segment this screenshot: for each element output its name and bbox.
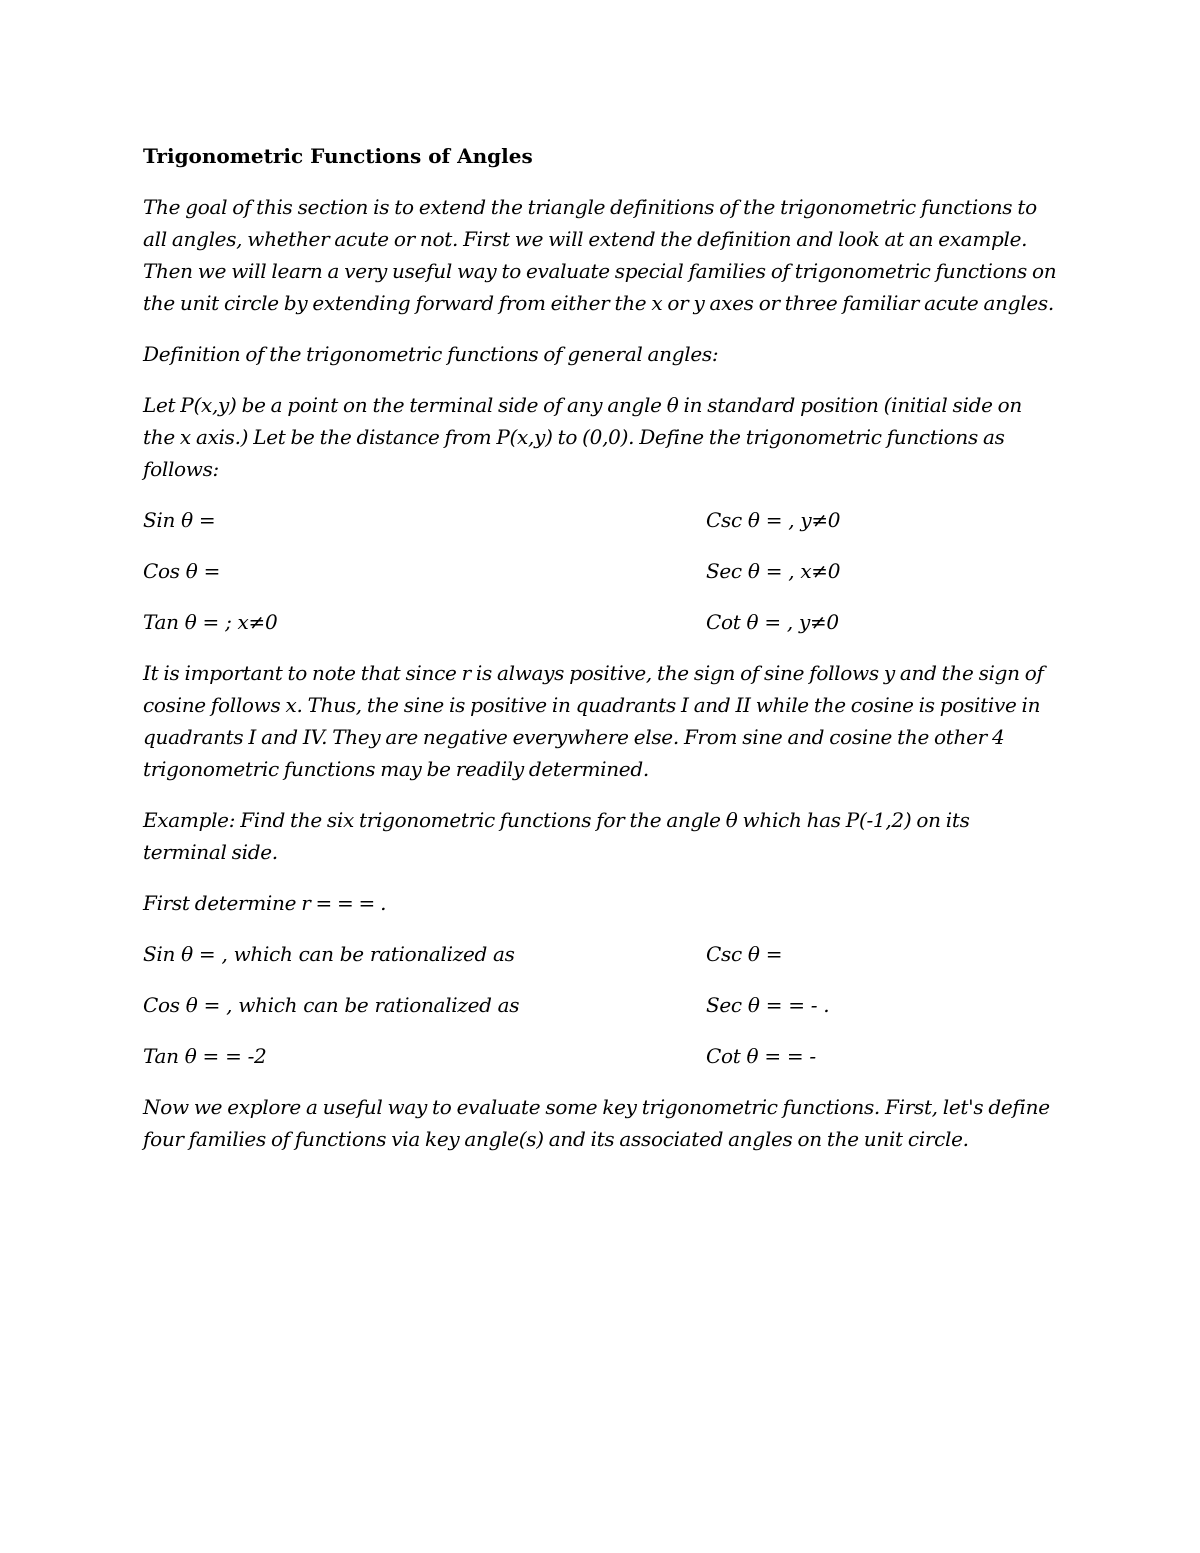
definition-heading: Definition of the trigonometric functions of general angles:: [143, 342, 719, 366]
example-row-cos-sec: [143, 989, 1058, 1021]
example-cos: Cos θ = , which can be rationalized as: [143, 993, 520, 1017]
example-csc: Csc θ =: [706, 942, 783, 966]
sign-note-paragraph: It is important to note that since r is always positive, the sign of sine follows y and the sign of cosine follows x. Thus, the sine is positive in quadrants I and II while the cosine is positive in quadrants I and IV. They are negative everywhere else. From sine and cosine the other 4 trigonometric functions may be readily determined.: [143, 661, 1044, 781]
definition-row-cos-sec: [143, 555, 1058, 587]
document-page: [143, 140, 1058, 1174]
example-row-sin-csc: [143, 938, 1058, 970]
example-cot: Cot θ = = -: [706, 1044, 816, 1068]
definition-sec: Sec θ = , x≠0: [706, 559, 841, 583]
definition-paragraph: Let P(x,y) be a point on the terminal side of any angle θ in standard position (initial side on the x axis.) Let be the distance from P(x,y) to (0,0). Define the trigonometric functions as follows:: [143, 393, 1022, 481]
definition-cot: Cot θ = , y≠0: [706, 610, 839, 634]
definition-row-tan-cot: [143, 606, 1058, 638]
definition-row-sin-csc: [143, 504, 1058, 536]
example-sin: Sin θ = , which can be rationalized as: [143, 942, 515, 966]
example-paragraph: Example: Find the six trigonometric functions for the angle θ which has P(-1,2) on its terminal side.: [143, 808, 970, 864]
definition-tan: Tan θ = ; x≠0: [143, 610, 278, 634]
closing-paragraph: Now we explore a useful way to evaluate some key trigonometric functions. First, let's define four families of functions via key angle(s) and its associated angles on the unit circle.: [143, 1095, 1050, 1151]
first-determine-line: First determine r = = = .: [143, 891, 387, 915]
example-sec: Sec θ = = - .: [706, 993, 830, 1017]
intro-paragraph: The goal of this section is to extend the triangle definitions of the trigonometric functions to all angles, whether acute or not. First we will extend the definition and look at an example. Then we will learn a very useful way to evaluate special families of trigonometric functions on the unit circle by extending forward from either the x or y axes or three familiar acute angles.: [143, 195, 1057, 315]
definition-csc: Csc θ = , y≠0: [706, 508, 841, 532]
definition-sin: Sin θ =: [143, 508, 216, 532]
definition-cos: Cos θ =: [143, 559, 221, 583]
example-tan: Tan θ = = -2: [143, 1044, 267, 1068]
page-title: Trigonometric Functions of Angles: [143, 144, 533, 168]
example-row-tan-cot: [143, 1040, 1058, 1072]
